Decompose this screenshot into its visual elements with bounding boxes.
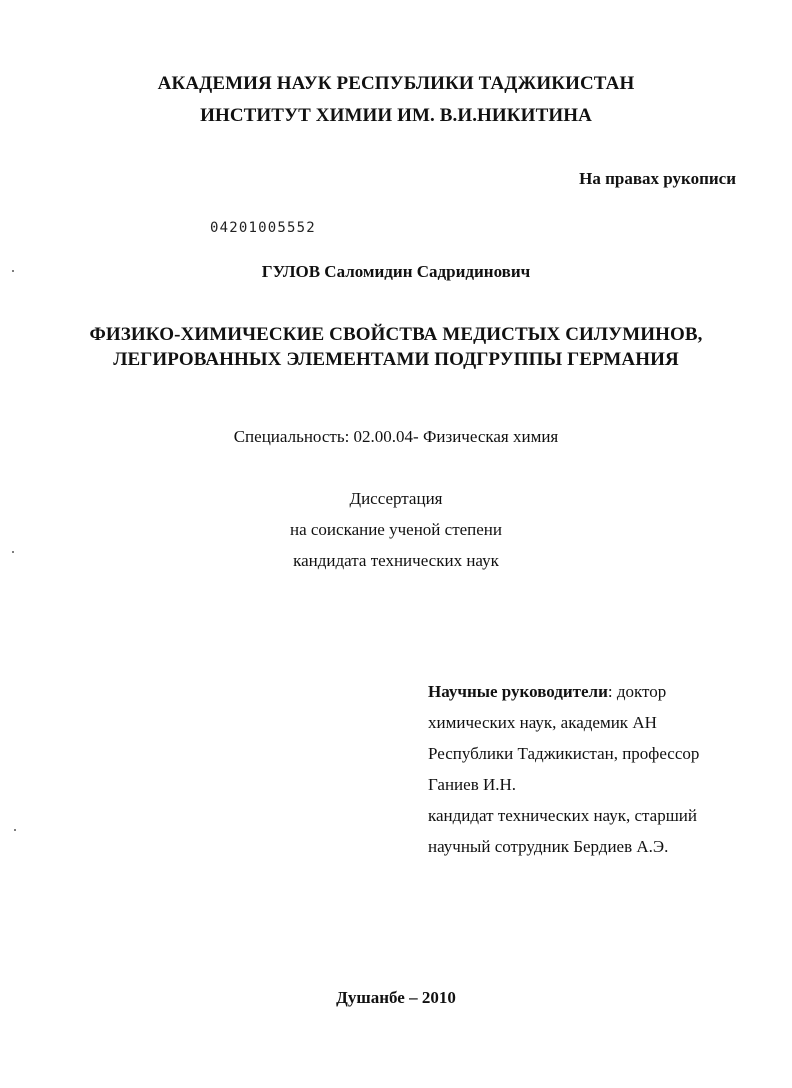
author-name: ГУЛОВ Саломидин Садридинович <box>261 262 531 281</box>
specialty: Специальность: 02.00.04- Физическая химия <box>233 427 559 446</box>
city-year: Душанбе – 2010 <box>336 988 456 1007</box>
scan-speck <box>14 829 16 831</box>
supervisors-block <box>428 676 748 862</box>
catalog-number: 04201005552 <box>210 220 316 236</box>
dissertation-title-line-2: ЛЕГИРОВАННЫХ ЭЛЕМЕНТАМИ ПОДГРУППЫ ГЕРМАНИЯ <box>113 349 679 370</box>
supervisors-line-4: Ганиев И.Н. <box>428 775 517 794</box>
supervisors-line-1-rest: : доктор <box>607 682 667 701</box>
institute-heading: ИНСТИТУТ ХИМИИ ИМ. В.И.НИКИТИНА <box>200 105 592 126</box>
dissertation-title-line-1: ФИЗИКО-ХИМИЧЕСКИЕ СВОЙСТВА МЕДИСТЫХ СИЛУМИНОВ, <box>89 324 703 345</box>
supervisors-line-3: Республики Таджикистан, профессор <box>428 744 700 763</box>
scan-speck <box>12 270 14 272</box>
degree-line-1: Диссертация <box>349 489 443 508</box>
supervisors-label: Научные руководители <box>428 682 608 701</box>
degree-line-2: на соискание ученой степени <box>289 520 503 539</box>
academy-heading: АКАДЕМИЯ НАУК РЕСПУБЛИКИ ТАДЖИКИСТАН <box>157 73 635 94</box>
degree-line-3: кандидата технических наук <box>293 551 499 570</box>
scan-speck <box>12 551 14 553</box>
supervisors-line-2: химических наук, академик АН <box>428 713 657 732</box>
supervisors-line-1 <box>428 676 748 707</box>
supervisors-line-5: кандидат технических наук, старший <box>428 806 697 825</box>
supervisors-line-6: научный сотрудник Бердиев А.Э. <box>428 837 669 856</box>
manuscript-rights-note: На правах рукописи <box>579 169 736 188</box>
